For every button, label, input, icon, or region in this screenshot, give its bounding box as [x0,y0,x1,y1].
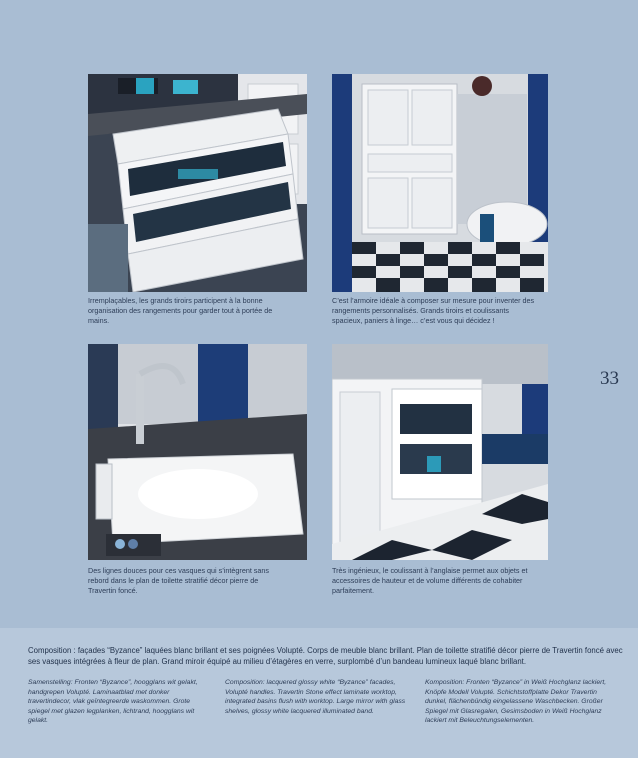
composition-french: Composition : façades “Byzance” laquées blanc brillant et ses poignées Volupté. Corps de meuble blanc brillant. Plan de toilette stratifié décor pierre de Travertin foncé avec ses vasques intégrées à fleur de plan. Grand miroir équipé au milieu d’étagères en verre, surplombé d’un bandeau lumineux laqué blanc brillant. [28,646,623,666]
caption-pullout: Très ingénieux, le coulissant à l’anglaise permet aux objets et accessoires de hauteur et de volume différents de cohabiter parfaitement. [332,566,528,595]
drawers-photo [88,74,307,292]
caption-drawers: Irremplaçables, les grands tiroirs participent à la bonne organisation des rangements pour garder tout à portée de mains. [88,296,273,325]
page-number: 33 [600,368,619,389]
composition-german: Komposition: Fronten “Byzance” in Weiß Hochglanz lackiert, Knöpfe Modell Volupté. Schichtstoffplatte Dekor Travertin dunkel, flächenbündig eingelassene Waschbecken. Großer Spiegel mit Glasregalen, Gesimsboden in Weiß Hochglanz lackiert mit Beleuchtungselementen. [425,679,607,725]
caption-basin: Des lignes douces pour ces vasques qui s’intègrent sans rebord dans le plan de toilette stratifié décor pierre de Travertin foncé. [88,566,269,595]
composition-english: Composition: lacquered glossy white “Byzance” facades, Volupté handles. Travertin Stone effect laminate worktop, integrated basins flush with worktop. Large mirror with glass shelves, glossy white lacquered illuminated band. [225,679,406,715]
cabinet-photo [332,74,548,292]
composition-dutch: Samenstelling: Fronten “Byzance”, hoogglans wit gelakt, handgrepen Volupté. Laminaatblad met donker travertindecor, vlak geïntegreerde waskommen. Grote spiegel met glazen legplanken, lichtrand, hoogglans wit gelakt. [28,679,198,725]
basin-photo [88,344,307,560]
pullout-photo [332,344,548,560]
caption-cabinet: C’est l’armoire idéale à composer sur mesure pour inventer des rangements personnalisés. Grands tiroirs et coulissants spacieux, paniers à linge… c’est vous qui décidez ! [332,296,535,325]
